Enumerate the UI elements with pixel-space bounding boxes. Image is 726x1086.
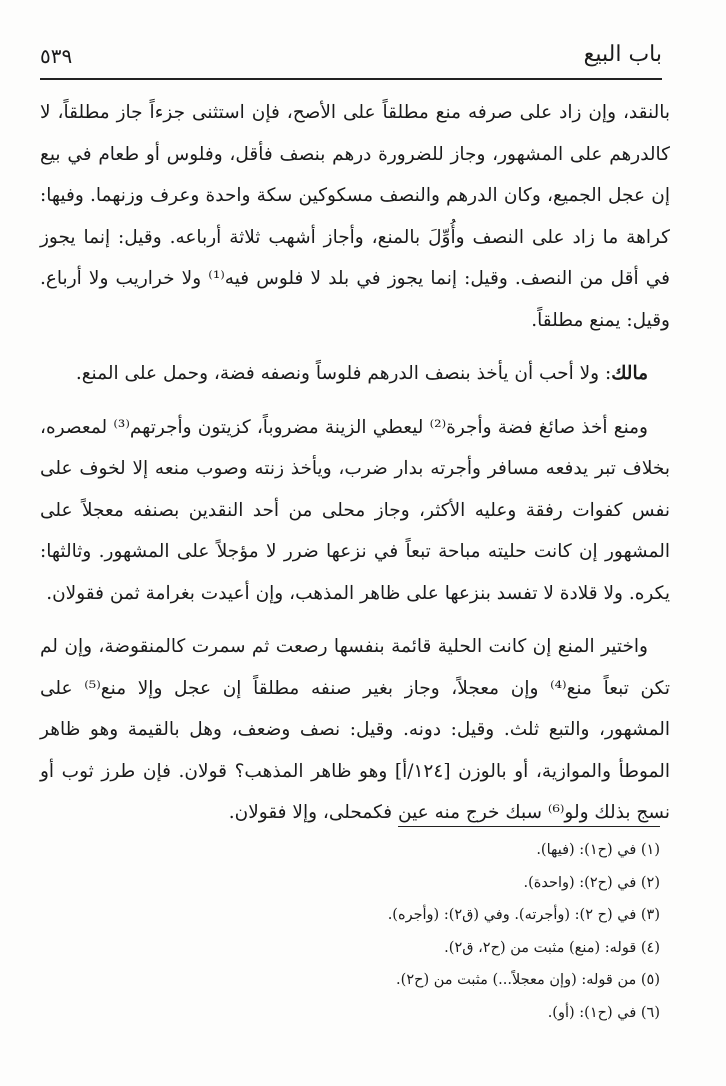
footnote: (١) في (ح١): (فيها). [536,842,660,858]
footnote: (٥) من قوله: (وإن معجلاً...) مثبت من (ح٢). [396,972,660,988]
page-header [40,40,662,82]
footnote: (٣) في (ح ٢): (وأجرته). وفي (ق٢): (وأجره). [387,907,660,923]
footnote-divider [398,826,660,827]
chapter-title: باب البيع [583,42,662,67]
paragraph [40,353,670,395]
footnotes [200,834,660,1029]
footnote: (٢) في (ح٢): (واحدة). [523,874,660,891]
paragraph: ومنع أخذ صائغ فضة وأجرة⁽²⁾ ليعطي الزينة مضروباً، كزيتون وأجرتهم⁽³⁾ لمعصره، بخلاف تبر يدفعه مسافر وأجرته بدار ضرب، ويأخذ زنته وصوب منعه إلا لخوف على نفس كفوات رفقة وعليه الأكثر، وجاز محلى من أحد النقدين بصنفه معجلاً على المشهور إن كانت حليته مباحة تبعاً في نزعها ضرر لا مؤجلاً على المشهور. وثالثها: يكره. ولا قلادة لا تفسد بنزعها على ظاهر المذهب، وإن أعيدت بغرامة ثمن فقولان. [40,416,670,604]
footnote: (٤) قوله: (منع) مثبت من (ح٢، ق٢). [444,939,660,956]
header-divider [40,78,662,80]
paragraph-text: : ولا أحب أن يأخذ بنصف الدرهم فلوساً ونصفه فضة، وحمل على المنع. [75,363,612,384]
page-number: ٥٣٩ [40,44,73,68]
paragraph-lead: مالك [611,363,648,384]
main-text [40,92,670,846]
footnote: (٦) في (ح١): (أو). [547,1004,660,1021]
paragraph: واختير المنع إن كانت الحلية قائمة بنفسها رصعت ثم سمرت كالمنقوضة، وإن لم تكن تبعاً منع⁽⁴⁾ وإن معجلاً، وجاز بغير صنفه مطلقاً إن عجل وإلا منع⁽⁵⁾ على المشهور، والتبع ثلث. وقيل: دونه. وقيل: نصف وضعف، وهل بالقيمة وهو ظاهر الموطأ والموازية، أو بالوزن [١٢٤/أ] وهو ظاهر المذهب؟ قولان. فإن طرز ثوب أو نسج بذلك ولو⁽⁶⁾ سبك خرج منه عين فكمحلى، وإلا فقولان. [40,636,670,823]
paragraph: بالنقد، وإن زاد على صرفه منع مطلقاً على الأصح، فإن استثنى جزءاً جاز مطلقاً، لا كالدرهم على المشهور، وجاز للضرورة درهم بنصف فأقل، وفلوس أو طعام في بيع إن عجل الجميع، وكان الدرهم والنصف مسكوكين سكة واحدة وعرف وزنهما. وفيها: كراهة ما زاد على النصف وأُوِّلَ بالمنع، وأجاز أشهب ثلاثة أرباعه. وقيل: إنما يجوز في أقل من النصف. وقيل: إنما يجوز في بلد لا فلوس فيه⁽¹⁾ ولا خراريب ولا أرباع. وقيل: يمنع مطلقاً. [40,102,670,331]
